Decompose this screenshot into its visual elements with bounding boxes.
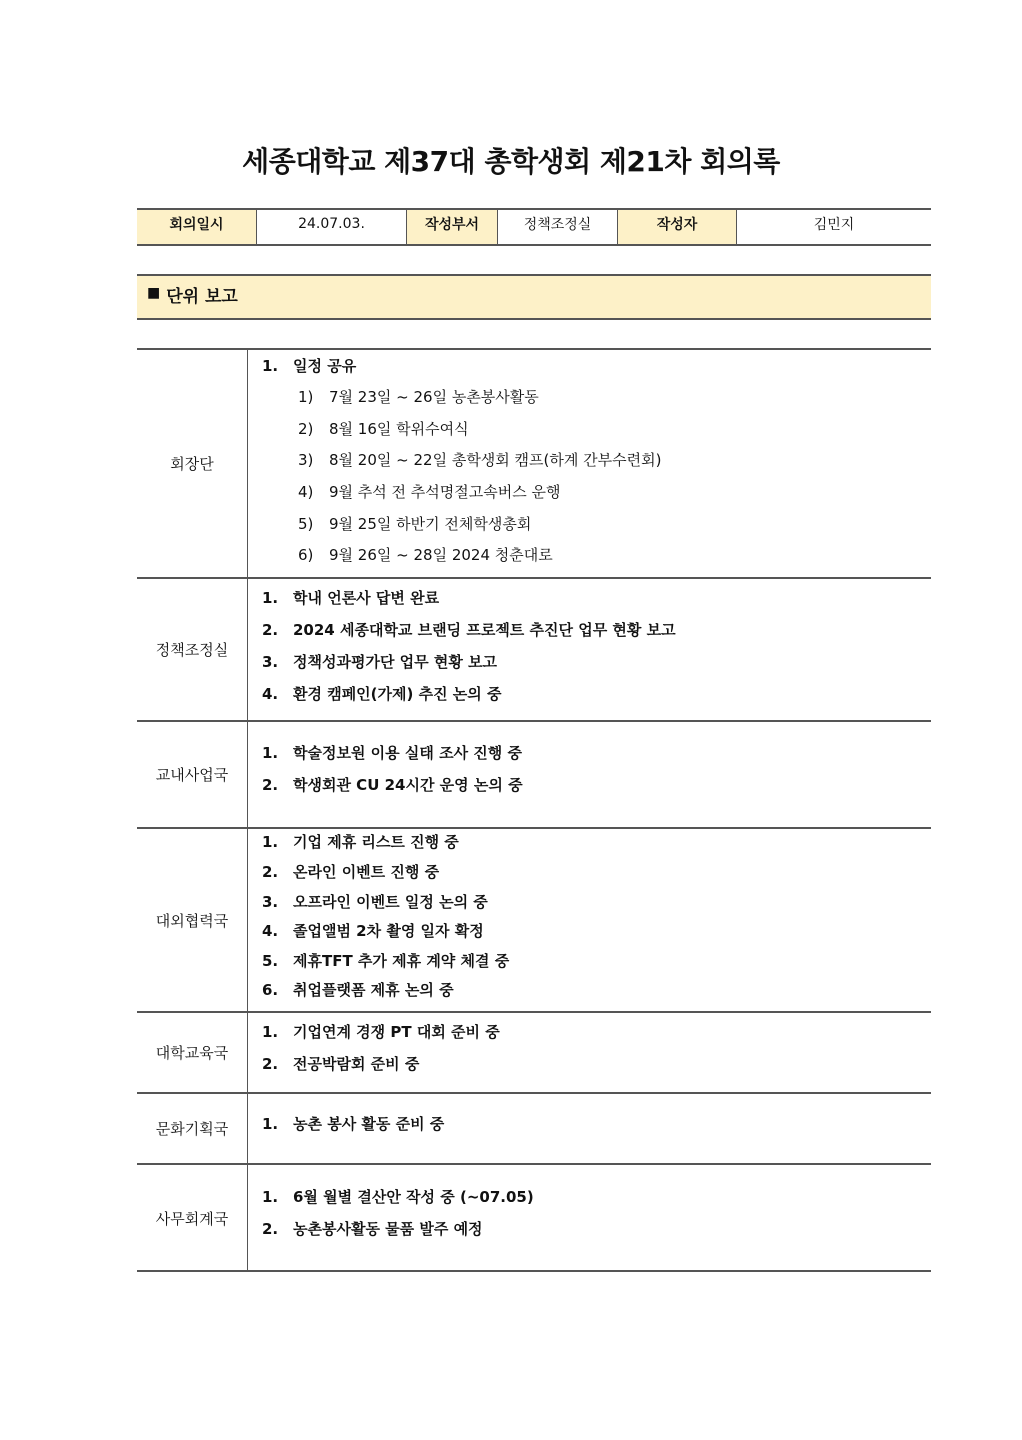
page-title: 세종대학교 제37대 총학생회 제21차 회의록 (242, 145, 780, 178)
dept-label: 작성부서 (407, 210, 498, 244)
report-item: 2. 학생회관 CU 24시간 운영 논의 중 (262, 776, 523, 794)
report-row-culture (137, 1094, 931, 1165)
report-item: 2. 전공박람회 준비 중 (262, 1055, 420, 1073)
meeting-info-table (137, 208, 931, 246)
report-item: 1. 기업 제휴 리스트 진행 중 (262, 833, 459, 851)
report-row-policy (137, 579, 931, 722)
date-value: 24.07.03. (257, 210, 407, 244)
report-row-president (137, 350, 931, 579)
report-item: 2. 농촌봉사활동 물품 발주 예정 (262, 1220, 483, 1238)
unit-report-table (137, 348, 931, 1272)
report-row-education (137, 1013, 931, 1094)
date-label: 회의일시 (137, 210, 257, 244)
section-title: 단위 보고 (166, 287, 238, 307)
report-subitem: 6) 9월 26일 ~ 28일 2024 청춘대로 (298, 546, 553, 564)
report-subitem: 4) 9월 추석 전 추석명절고속버스 운행 (298, 483, 561, 501)
dept-name: 대학교육국 (137, 1013, 248, 1092)
author-value: 김민지 (813, 217, 855, 233)
report-item: 1. 농촌 봉사 활동 준비 중 (262, 1115, 445, 1133)
report-item: 3. 오프라인 이벤트 일정 논의 중 (262, 893, 488, 911)
report-item: 6. 취업플랫폼 제휴 논의 중 (262, 981, 454, 999)
section-header (137, 274, 931, 320)
dept-name: 사무회계국 (137, 1165, 248, 1272)
report-subitem: 1) 7월 23일 ~ 26일 농촌봉사활동 (298, 388, 539, 406)
report-item: 1. 일정 공유 (262, 357, 357, 375)
section-marker: ■ (147, 285, 161, 301)
dept-name: 교내사업국 (137, 722, 248, 827)
dept-name: 정책조정실 (137, 579, 248, 720)
report-subitem: 2) 8월 16일 학위수여식 (298, 420, 469, 438)
report-row-external-affairs (137, 829, 931, 1013)
report-item: 4. 졸업앨범 2차 촬영 일자 확정 (262, 922, 484, 940)
dept-value: 정책조정실 (498, 210, 618, 244)
dept-name: 회장단 (137, 350, 248, 577)
report-subitem: 3) 8월 20일 ~ 22일 총학생회 캠프(하계 간부수련회) (298, 451, 662, 469)
report-item: 2. 2024 세종대학교 브랜딩 프로젝트 추진단 업무 현황 보고 (262, 621, 676, 639)
report-item: 5. 제휴TFT 추가 제휴 계약 체결 중 (262, 952, 510, 970)
report-row-campus-business (137, 722, 931, 829)
report-item: 4. 환경 캠페인(가제) 추진 논의 중 (262, 685, 502, 703)
report-row-accounting (137, 1165, 931, 1272)
report-subitem: 5) 9월 25일 하반기 전체학생총회 (298, 515, 532, 533)
report-item: 1. 기업연계 경쟁 PT 대회 준비 중 (262, 1023, 500, 1041)
report-item: 3. 정책성과평가단 업무 현황 보고 (262, 653, 498, 671)
report-item: 1. 학술정보원 이용 실태 조사 진행 중 (262, 744, 522, 762)
author-label: 작성자 (618, 210, 737, 244)
dept-name: 문화기획국 (137, 1094, 248, 1163)
report-item: 1. 학내 언론사 답변 완료 (262, 589, 440, 607)
dept-name: 대외협력국 (137, 829, 248, 1011)
report-item: 1. 6월 월별 결산안 작성 중 (~07.05) (262, 1188, 534, 1206)
report-item: 2. 온라인 이벤트 진행 중 (262, 863, 440, 881)
